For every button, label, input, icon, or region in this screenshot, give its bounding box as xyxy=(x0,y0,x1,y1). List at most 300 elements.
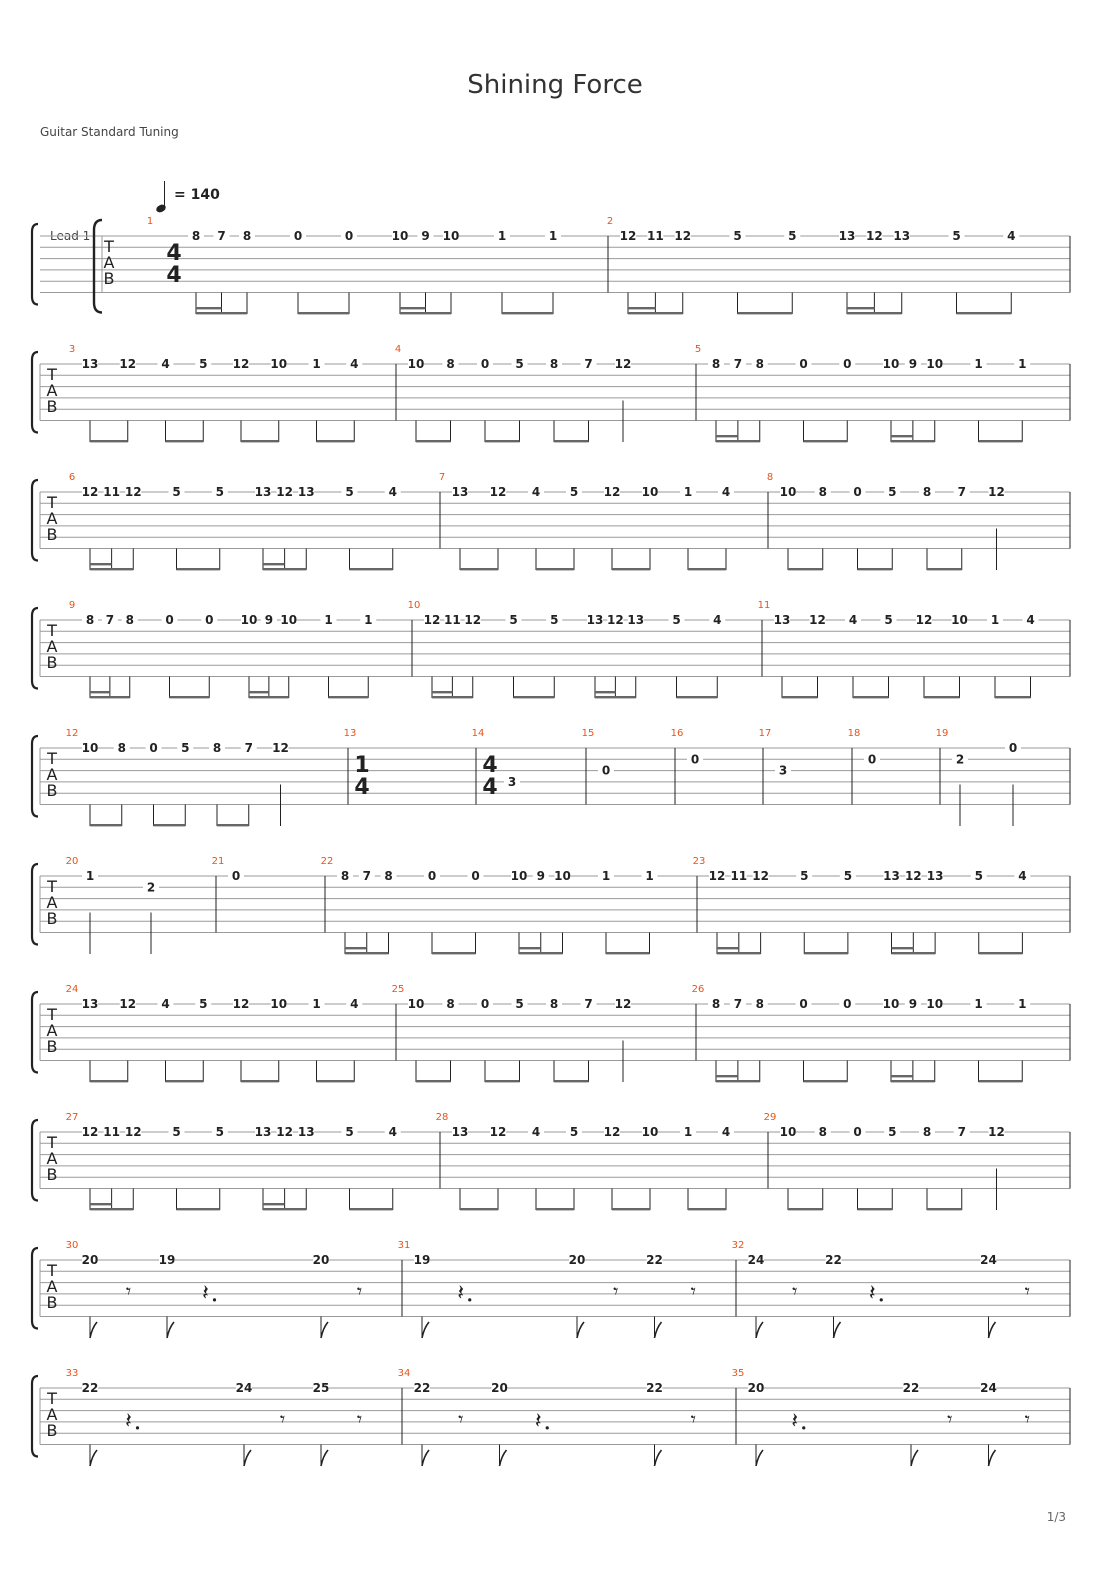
fret-number: 3 xyxy=(507,774,517,789)
fret-number: 3 xyxy=(778,763,788,778)
fret-number: 8 xyxy=(549,997,559,1011)
tab-clef-letter: T xyxy=(47,749,57,768)
fret-number: 7 xyxy=(217,229,226,243)
measure-number: 15 xyxy=(581,728,595,739)
rest-dot xyxy=(546,1426,549,1429)
fret-number: 12 xyxy=(81,1125,99,1139)
fret-number: 10 xyxy=(510,869,528,883)
beam xyxy=(90,1208,133,1210)
fret-number: 1 xyxy=(1018,357,1027,371)
beam xyxy=(485,1080,520,1082)
rest-dot xyxy=(468,1298,471,1301)
fret-number: 8 xyxy=(818,485,827,499)
fret-number: 24 xyxy=(980,1253,997,1267)
page-number: 1/3 xyxy=(1046,1510,1066,1524)
fret-number: 8 xyxy=(125,613,134,627)
fret-number: 10 xyxy=(270,357,288,371)
quarter-rest: 𝄽 xyxy=(202,1280,209,1306)
fret-number: 19 xyxy=(413,1253,431,1267)
tab-clef-letter: B xyxy=(46,1037,58,1056)
eighth-rest: 𝄾 xyxy=(458,1406,464,1431)
fret-number: 10 xyxy=(240,613,258,627)
beam xyxy=(196,312,247,314)
fret-number: 12 xyxy=(423,613,441,627)
eighth-rest: 𝄾 xyxy=(356,1278,363,1303)
fret-number: 10 xyxy=(442,229,460,243)
fret-number: 5 xyxy=(215,1125,224,1139)
tab-clef-letter: A xyxy=(46,509,58,528)
fret-number: 8 xyxy=(340,869,350,883)
beam xyxy=(217,824,249,826)
fret-number: 0 xyxy=(480,357,490,371)
beam xyxy=(416,1080,451,1082)
system-bracket xyxy=(32,1248,38,1329)
fret-number: 13 xyxy=(297,1125,315,1139)
fret-number: 0 xyxy=(843,357,852,371)
beam xyxy=(927,1208,962,1210)
beam xyxy=(892,952,936,954)
fret-number: 24 xyxy=(235,1381,253,1395)
fret-number: 4 xyxy=(350,997,359,1011)
note-flag xyxy=(989,1450,996,1466)
fret-number: 5 xyxy=(515,357,524,371)
beam xyxy=(536,1208,574,1210)
measure-number: 32 xyxy=(731,1240,745,1251)
beam xyxy=(166,1080,204,1082)
beam xyxy=(858,1208,893,1210)
time-signature-bottom: 4 xyxy=(166,263,182,288)
note-flag xyxy=(834,1322,841,1338)
fret-number: 4 xyxy=(161,997,170,1011)
fret-number: 13 xyxy=(81,997,99,1011)
fret-number: 13 xyxy=(883,869,900,883)
beam xyxy=(502,312,553,314)
note-flag xyxy=(90,1322,97,1338)
beam xyxy=(677,696,718,698)
fret-number: 20 xyxy=(568,1253,586,1267)
fret-number: 7 xyxy=(957,485,966,499)
tab-clef-letter: B xyxy=(46,1421,58,1440)
fret-number: 0 xyxy=(853,1125,862,1139)
eighth-rest: 𝄾 xyxy=(356,1406,363,1431)
beam xyxy=(166,440,204,442)
beam xyxy=(688,1208,726,1210)
fret-number: 5 xyxy=(199,997,208,1011)
fret-number: 4 xyxy=(1018,869,1027,883)
fret-number: 5 xyxy=(672,613,681,627)
fret-number: 12 xyxy=(489,485,507,499)
fret-number: 7 xyxy=(244,741,253,755)
fret-number: 12 xyxy=(752,869,769,883)
beam xyxy=(241,440,279,442)
note-flag xyxy=(321,1322,328,1338)
fret-number: 13 xyxy=(926,869,944,883)
track-label: Lead 1 xyxy=(50,229,91,243)
tab-clef-letter: A xyxy=(46,1149,58,1168)
fret-number: 10 xyxy=(951,613,968,627)
note-flag xyxy=(321,1450,328,1466)
fret-number: 4 xyxy=(161,357,170,371)
fret-number: 13 xyxy=(254,485,272,499)
fret-number: 10 xyxy=(779,485,797,499)
beam xyxy=(628,312,683,314)
fret-number: 1 xyxy=(85,869,95,883)
measure-number: 29 xyxy=(763,1112,777,1123)
beam-16th xyxy=(90,691,110,693)
measure-number: 21 xyxy=(211,856,225,867)
tab-clef-letter: T xyxy=(47,1133,57,1152)
fret-number: 4 xyxy=(531,1125,541,1139)
tab-clef-letter: B xyxy=(46,525,58,544)
fret-number: 20 xyxy=(312,1253,330,1267)
fret-number: 20 xyxy=(81,1253,99,1267)
measure-number: 10 xyxy=(407,600,421,611)
measure-number: 26 xyxy=(691,984,705,995)
fret-number: 0 xyxy=(471,869,480,883)
fret-number: 0 xyxy=(165,613,174,627)
fret-number: 9 xyxy=(908,997,918,1011)
fret-number: 5 xyxy=(888,1125,897,1139)
beam xyxy=(979,1080,1023,1082)
fret-number: 4 xyxy=(1026,613,1035,627)
measure-number: 17 xyxy=(758,728,772,739)
eighth-rest: 𝄾 xyxy=(947,1406,953,1431)
beam xyxy=(788,1208,823,1210)
fret-number: 12 xyxy=(272,741,289,755)
fret-number: 5 xyxy=(843,869,853,883)
eighth-rest: 𝄾 xyxy=(613,1278,619,1303)
time-signature-bottom: 4 xyxy=(354,775,370,800)
eighth-rest: 𝄾 xyxy=(1024,1278,1030,1303)
beam xyxy=(536,568,574,570)
fret-number: 0 xyxy=(205,613,214,627)
fret-number: 1 xyxy=(1018,997,1027,1011)
fret-number: 4 xyxy=(721,1125,731,1139)
rest-dot xyxy=(802,1426,805,1429)
beam xyxy=(90,568,133,570)
beam-16th xyxy=(595,691,615,693)
beam-16th xyxy=(716,435,738,437)
note-flag xyxy=(500,1450,507,1466)
fret-number: 10 xyxy=(641,1125,659,1139)
fret-number: 8 xyxy=(242,229,252,243)
fret-number: 13 xyxy=(893,229,911,243)
measure-number: 31 xyxy=(397,1240,411,1251)
beam xyxy=(514,696,555,698)
fret-number: 9 xyxy=(908,357,918,371)
fret-number: 12 xyxy=(674,229,692,243)
tab-clef-letter: A xyxy=(46,637,58,656)
tempo-label: = 140 xyxy=(174,187,220,203)
fret-number: 8 xyxy=(922,1125,932,1139)
beam xyxy=(460,568,498,570)
fret-number: 13 xyxy=(586,613,604,627)
measure-number: 6 xyxy=(68,472,76,483)
beam-16th xyxy=(519,947,541,949)
fret-number: 10 xyxy=(882,357,900,371)
beam xyxy=(891,440,935,442)
beam-16th xyxy=(263,1203,285,1205)
fret-number: 0 xyxy=(149,741,158,755)
fret-number: 10 xyxy=(641,485,659,499)
beam xyxy=(298,312,349,314)
note-flag xyxy=(422,1450,429,1466)
fret-number: 12 xyxy=(619,229,637,243)
tab-clef-letter: T xyxy=(47,1005,57,1024)
fret-number: 24 xyxy=(747,1253,765,1267)
tab-clef-letter: A xyxy=(46,381,58,400)
fret-number: 5 xyxy=(181,741,190,755)
fret-number: 4 xyxy=(1007,229,1016,243)
note-flag xyxy=(756,1450,763,1466)
fret-number: 1 xyxy=(990,613,1000,627)
fret-number: 12 xyxy=(119,997,137,1011)
fret-number: 5 xyxy=(345,1125,354,1139)
measure-number: 12 xyxy=(65,728,79,739)
quarter-rest: 𝄽 xyxy=(868,1280,876,1306)
fret-number: 5 xyxy=(172,1125,181,1139)
eighth-rest: 𝄾 xyxy=(690,1406,696,1431)
fret-number: 1 xyxy=(974,997,983,1011)
fret-number: 7 xyxy=(733,997,743,1011)
fret-number: 22 xyxy=(413,1381,431,1395)
beam xyxy=(738,312,793,314)
beam xyxy=(90,696,130,698)
fret-number: 1 xyxy=(548,229,558,243)
tab-clef-letter: B xyxy=(103,269,115,288)
fret-number: 12 xyxy=(607,613,624,627)
note-flag xyxy=(655,1322,662,1338)
tab-clef-letter: B xyxy=(46,1165,58,1184)
fret-number: 7 xyxy=(733,357,743,371)
beam xyxy=(957,312,1012,314)
beam xyxy=(853,696,889,698)
beam xyxy=(400,312,451,314)
tab-clef-letter: T xyxy=(47,365,57,384)
fret-number: 20 xyxy=(491,1381,508,1395)
beam xyxy=(249,696,289,698)
fret-number: 8 xyxy=(191,229,201,243)
beam xyxy=(170,696,210,698)
fret-number: 11 xyxy=(647,229,664,243)
fret-number: 12 xyxy=(603,485,621,499)
beam-16th xyxy=(90,563,112,565)
fret-number: 1 xyxy=(645,869,654,883)
note-flag xyxy=(756,1322,763,1338)
measure-number: 20 xyxy=(65,856,79,867)
beam-16th xyxy=(891,435,913,437)
fret-number: 0 xyxy=(799,997,808,1011)
system-bracket xyxy=(32,864,38,945)
rest-dot xyxy=(136,1426,139,1429)
measure-number: 3 xyxy=(68,344,76,355)
fret-number: 12 xyxy=(809,613,826,627)
fret-number: 1 xyxy=(312,997,321,1011)
beam xyxy=(804,440,848,442)
fret-number: 5 xyxy=(345,485,354,499)
beam xyxy=(716,1080,760,1082)
fret-number: 9 xyxy=(536,869,545,883)
fret-number: 10 xyxy=(926,357,944,371)
eighth-rest: 𝄾 xyxy=(125,1278,132,1303)
beam xyxy=(317,1080,355,1082)
beam xyxy=(177,1208,220,1210)
fret-number: 1 xyxy=(497,229,507,243)
fret-number: 8 xyxy=(117,741,126,755)
fret-number: 1 xyxy=(312,357,321,371)
beam xyxy=(416,440,451,442)
fret-number: 5 xyxy=(884,613,893,627)
beam xyxy=(90,440,128,442)
tab-clef-letter: B xyxy=(46,781,58,800)
fret-number: 13 xyxy=(81,357,99,371)
beam xyxy=(782,696,818,698)
measure-number: 5 xyxy=(694,344,702,355)
fret-number: 12 xyxy=(124,485,142,499)
measure-number: 35 xyxy=(731,1368,745,1379)
beam-16th xyxy=(400,307,426,309)
fret-number: 10 xyxy=(391,229,409,243)
system-bracket xyxy=(32,480,38,561)
beam-16th xyxy=(432,691,452,693)
fret-number: 5 xyxy=(199,357,208,371)
fret-number: 5 xyxy=(800,869,809,883)
fret-number: 13 xyxy=(451,485,469,499)
measure-number: 19 xyxy=(935,728,949,739)
fret-number: 22 xyxy=(646,1381,663,1395)
beam xyxy=(263,1208,306,1210)
fret-number: 10 xyxy=(81,741,99,755)
beam xyxy=(612,1208,650,1210)
quarter-rest: 𝄽 xyxy=(125,1408,132,1434)
fret-number: 0 xyxy=(344,229,354,243)
fret-number: 22 xyxy=(825,1253,842,1267)
note-flag xyxy=(577,1322,584,1338)
measure-number: 8 xyxy=(766,472,774,483)
fret-number: 8 xyxy=(818,1125,827,1139)
fret-number: 8 xyxy=(922,485,932,499)
tab-clef-letter: B xyxy=(46,653,58,672)
tab-clef-letter: T xyxy=(47,493,57,512)
fret-number: 12 xyxy=(614,997,632,1011)
fret-number: 9 xyxy=(421,229,430,243)
fret-number: 5 xyxy=(550,613,559,627)
quarter-rest: 𝄽 xyxy=(457,1280,465,1306)
eighth-rest: 𝄾 xyxy=(279,1406,286,1431)
system-bracket xyxy=(32,608,38,689)
fret-number: 12 xyxy=(603,1125,621,1139)
beam xyxy=(606,952,650,954)
fret-number: 8 xyxy=(85,613,95,627)
fret-number: 5 xyxy=(788,229,797,243)
measure-number: 4 xyxy=(394,344,402,355)
note-flag xyxy=(244,1450,251,1466)
measure-number: 23 xyxy=(692,856,706,867)
beam xyxy=(554,440,589,442)
measure-number: 14 xyxy=(471,728,485,739)
fret-number: 0 xyxy=(867,752,877,767)
measure-number: 33 xyxy=(65,1368,79,1379)
tab-clef-letter: B xyxy=(46,909,58,928)
fret-number: 5 xyxy=(172,485,181,499)
fret-number: 10 xyxy=(554,869,571,883)
fret-number: 8 xyxy=(755,357,764,371)
fret-number: 12 xyxy=(708,869,726,883)
measure-number: 16 xyxy=(670,728,684,739)
beam-16th xyxy=(263,563,285,565)
fret-number: 10 xyxy=(779,1125,797,1139)
beam xyxy=(241,1080,279,1082)
beam xyxy=(612,568,650,570)
fret-number: 12 xyxy=(614,357,632,371)
tuning-label: Guitar Standard Tuning xyxy=(40,125,179,139)
tab-clef-letter: B xyxy=(46,397,58,416)
fret-number: 0 xyxy=(690,752,700,767)
fret-number: 9 xyxy=(264,613,274,627)
measure-number: 13 xyxy=(343,728,357,739)
time-signature-top: 1 xyxy=(354,753,370,778)
tab-clef-letter: T xyxy=(47,877,57,896)
beam xyxy=(460,1208,498,1210)
fret-number: 10 xyxy=(280,613,298,627)
beam xyxy=(317,440,355,442)
time-signature-top: 4 xyxy=(482,753,498,778)
fret-number: 24 xyxy=(980,1381,997,1395)
tab-clef-letter: A xyxy=(46,1277,58,1296)
eighth-rest: 𝄾 xyxy=(1024,1406,1030,1431)
fret-number: 4 xyxy=(531,485,541,499)
fret-number: 11 xyxy=(103,1125,120,1139)
beam xyxy=(350,1208,393,1210)
tab-clef-letter: A xyxy=(46,893,58,912)
fret-number: 0 xyxy=(1008,741,1018,755)
fret-number: 13 xyxy=(254,1125,272,1139)
beam xyxy=(263,568,306,570)
rest-dot xyxy=(213,1298,216,1301)
fret-number: 4 xyxy=(350,357,359,371)
fret-number: 1 xyxy=(364,613,373,627)
tab-clef-letter: T xyxy=(47,1389,57,1408)
quarter-rest: 𝄽 xyxy=(534,1408,542,1434)
fret-number: 13 xyxy=(297,485,315,499)
fret-number: 19 xyxy=(158,1253,176,1267)
fret-number: 1 xyxy=(683,1125,693,1139)
fret-number: 8 xyxy=(384,869,393,883)
fret-number: 4 xyxy=(713,613,722,627)
measure-number: 11 xyxy=(757,600,771,611)
fret-number: 7 xyxy=(957,1125,966,1139)
system-bracket xyxy=(32,1376,38,1457)
fret-number: 8 xyxy=(446,357,455,371)
fret-number: 0 xyxy=(427,869,437,883)
fret-number: 12 xyxy=(988,485,1005,499)
fret-number: 1 xyxy=(974,357,983,371)
time-signature-top: 4 xyxy=(166,241,182,266)
measure-number: 34 xyxy=(397,1368,411,1379)
fret-number: 4 xyxy=(388,1125,397,1139)
fret-number: 22 xyxy=(81,1381,99,1395)
tab-clef-letter: T xyxy=(104,237,114,256)
system-bracket xyxy=(32,352,38,433)
measure-number: 2 xyxy=(606,216,614,227)
fret-number: 4 xyxy=(388,485,397,499)
system-bracket xyxy=(32,224,38,305)
note-flag xyxy=(989,1322,996,1338)
beam xyxy=(979,952,1023,954)
fret-number: 5 xyxy=(888,485,897,499)
fret-number: 12 xyxy=(866,229,883,243)
fret-number: 4 xyxy=(848,613,858,627)
